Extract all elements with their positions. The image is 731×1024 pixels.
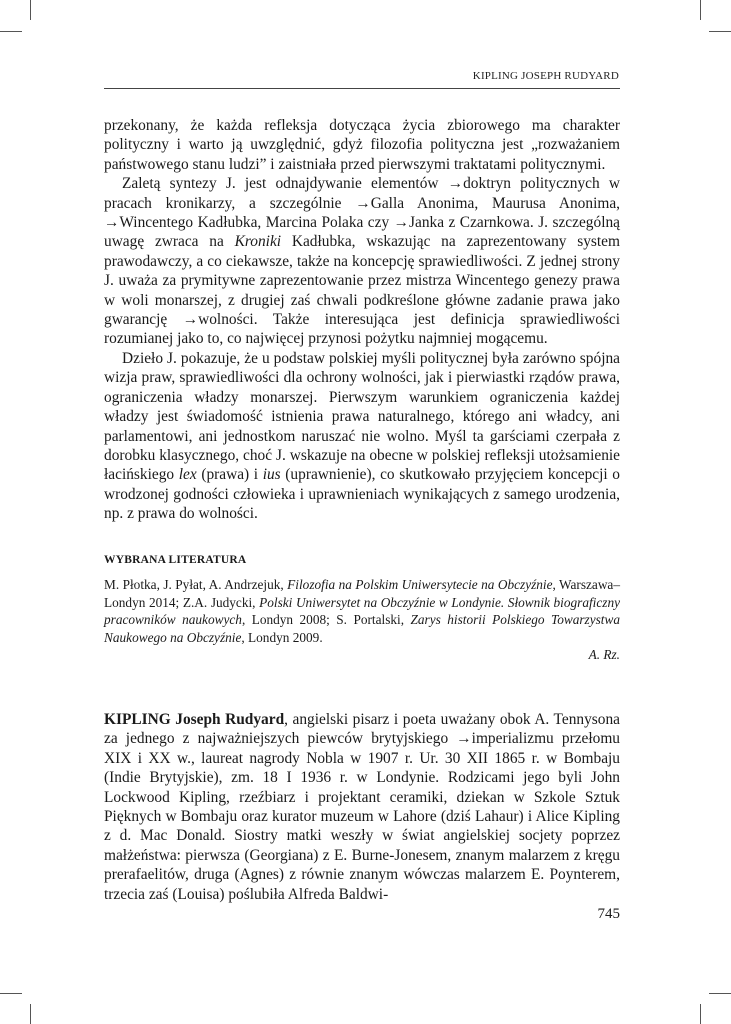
paragraph-text: Zaletą syntezy J. jest odnajdywanie elementów →doktryn politycznych w pracach kronikarzy, a szczególnie →Galla Anonima, Maurusa Anonima, →Wincentego Kadłubka, Marcina Polaka czy →Janka z Czarnkowa. J. szczególną uwagę zwraca na [104, 175, 620, 251]
entry-paragraph [104, 710, 620, 904]
paragraph [104, 174, 620, 349]
crop-mark [709, 993, 731, 994]
crop-mark [30, 0, 31, 20]
page-number: 745 [597, 906, 620, 922]
biblio-title: Filozofia na Polskim Uniwersytecie na Obczyźnie [287, 577, 553, 592]
crop-mark [0, 31, 22, 32]
entry-headword: KIPLING Joseph Rudyard [104, 711, 285, 728]
biblio-title: Zarys historii Polskiego Towarzystwa Naukowego na Obczyźnie [104, 612, 621, 645]
literature-heading: WYBRANA LITERATURA [104, 554, 247, 566]
paragraph: przekonany, że każda refleksja dotycząca życia zbiorowego ma charakter polityczny i warto ją uwzględnić, gdyż filozofia polityczna jest „rozważaniem państwowego stanu ludzi” i zaistniała przed pierwszymi traktatami politycznymi. [104, 117, 620, 173]
biblio-title: Polski Uniwersytet na Obczyźnie w Londynie. Słownik biograficzny pracowników naukowych [104, 594, 620, 628]
header-rule [104, 88, 620, 89]
biblio-text: , Londyn 2008; S. Portalski, [241, 612, 411, 628]
italic-term: ius [262, 466, 281, 484]
paragraph-text: Kadłubka, wskazując na zaprezentowany system prawodawczy, a co ciekawsze, także na koncepcję sprawiedliwości. Z jednej strony J. uważa za prymitywne zaprezentowanie przez mistrza Wincentego genezy prawa w woli monarszej, z drugiej zaś chwali podkreślone główne zadanie prawa jako gwarancję →wolności. Także interesująca jest definicja sprawiedliwości rozumianej jako to, co najwięcej przynosi pożytku najmniej mogącemu. [104, 233, 620, 348]
bibliography [104, 576, 620, 646]
paragraph-text: (uprawnienie), co skutkowało przyjęciem koncepcji o wrodzonej godności człowieka i uprawnieniach wynikających z samego urodzenia, np. z prawa do wolności. [104, 466, 620, 523]
crop-mark [30, 1004, 31, 1024]
biblio-text: , Londyn 2009. [241, 629, 323, 645]
crop-mark [709, 31, 731, 32]
italic-term: lex [178, 466, 197, 484]
new-entry [104, 710, 620, 904]
crop-mark [700, 0, 701, 20]
entry-text: , angielski pisarz i poeta uważany obok A. Tennysona za jednego z najważniejszych piewców brytyjskiego →imperializmu przełomu XIX i XX w., laureat nagrody Nobla w 1907 r. Ur. 30 XII 1865 r. w Bombaju (Indie Brytyjskie), zm. 18 I 1936 r. w Londynie. Rodzicami jego byli John Lockwood Kipling, rzeźbiarz i projektant ceramiki, dziekan w Szkole Sztuk Pięknych w Bombaju oraz kurator muzeum w Lahore (dziś Lahaur) i Alice Kipling z d. Mac Donald. Siostry matki weszły w świat angielskiej socjety poprzez małżeństwa: pierwsza (Georgiana) z E. Burne-Jonesem, znanym malarzem z kręgu prerafaelitów, druga (Agnes) z równie znanym wówczas malarzem E. Poynterem, trzecia zaś (Louisa) poślubiła Alfreda Baldwi- [104, 711, 621, 903]
paragraph-text: (prawa) i [196, 466, 263, 484]
crop-mark [0, 993, 22, 994]
running-head: KIPLING JOSEPH RUDYARD [472, 70, 619, 82]
biblio-text: , Warszawa–Londyn 2014; Z.A. Judycki, [104, 577, 620, 610]
biblio-text: M. Płotka, J. Pyłat, A. Andrzejuk, [104, 577, 288, 592]
author-initials: A. Rz. [588, 647, 620, 662]
italic-title: Kroniki [234, 233, 282, 251]
article-continuation [104, 116, 620, 524]
crop-mark [700, 1004, 701, 1024]
paragraph [104, 349, 620, 524]
paragraph-text: Dzieło J. pokazuje, że u podstaw polskiej myśli politycznej była zarówno spójna wizja praw, sprawiedliwości dla ochrony wolności, jak i pierwiastki rządów prawa, ograniczenia władzy monarszej. Pierwszym warunkiem ograniczenia każdej władzy jest świadomość istnienia prawa naturalnego, którego ani władcy, ani parlamentowi, ani jednostkom naruszać nie wolno. Myśl ta garściami czerpała z dorobku klasycznego, choć J. wskazuje na obecne w polskiej refleksji utożsamienie łacińskiego [104, 349, 620, 484]
